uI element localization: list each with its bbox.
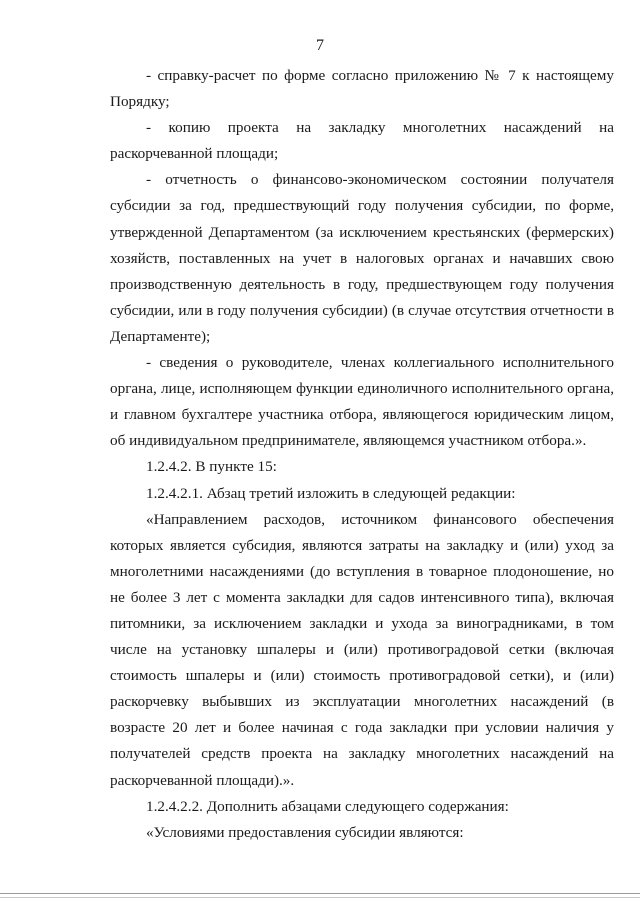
paragraph-clause-1-2-4-2: 1.2.4.2. В пункте 15: — [146, 458, 277, 476]
scan-bottom-edge — [0, 893, 640, 894]
paragraph-expense-direction: «Направлением расходов, источником финансового обеспечения которых является субсидия, являются затраты на закладку и (или) уход за многолетними насаждениями (до вступления в товарное плодоношение, но не более 3 лет с момента закладки для садов интенсивного типа), включая питомники, за исключением закладки и ухода за виноградниками, в том числе на установку шпалеры и (или) противоградовой сетки (включая стоимость шпалеры и (или) стоимость противоградовой сетки), и (или) раскорчевку выбывших из эксплуатации многолетних насаждений (в возрасте 20 лет и более начиная с года закладки при условии наличия у получателей средств проекта на закладку многолетних насаждений на раскорчеванной площади).». — [110, 510, 614, 789]
paragraph-clause-1-2-4-2-1: 1.2.4.2.1. Абзац третий изложить в следующей редакции: — [146, 484, 516, 502]
paragraph-project-copy: - копию проекта на закладку многолетних насаждений на раскорчеванной площади; — [110, 119, 614, 163]
paragraph-management-info: - сведения о руководителе, членах коллегиального исполнительного органа, лице, исполняющем функции единоличного исполнительного органа, и главном бухгалтере участника отбора, являющегося юридическим лицом, об индивидуальном предпринимателе, являющемся участником отбора.». — [110, 354, 614, 450]
page-number: 7 — [316, 37, 324, 54]
paragraph-subsidy-conditions: «Условиями предоставления субсидии являются: — [146, 823, 464, 841]
paragraph-clause-1-2-4-2-2: 1.2.4.2.2. Дополнить абзацами следующего содержания: — [146, 797, 509, 815]
paragraph-attachment-7: - справку-расчет по форме согласно приложению № 7 к настоящему Порядку; — [110, 67, 614, 111]
paragraph-financial-report: - отчетность о финансово-экономическом состоянии получателя субсидии за год, предшествующий году получения субсидии, по форме, утвержденной Департаментом (за исключением крестьянских (фермерских) хозяйств, поставленных на учет в налоговых органах и начавших свою производственную деятельность в году, предшествующем году получения субсидии, или в году получения субсидии) (в случае отсутствия отчетности в Департаменте); — [110, 171, 614, 345]
document-body — [110, 63, 614, 846]
scan-bottom-edge-secondary — [0, 897, 640, 898]
